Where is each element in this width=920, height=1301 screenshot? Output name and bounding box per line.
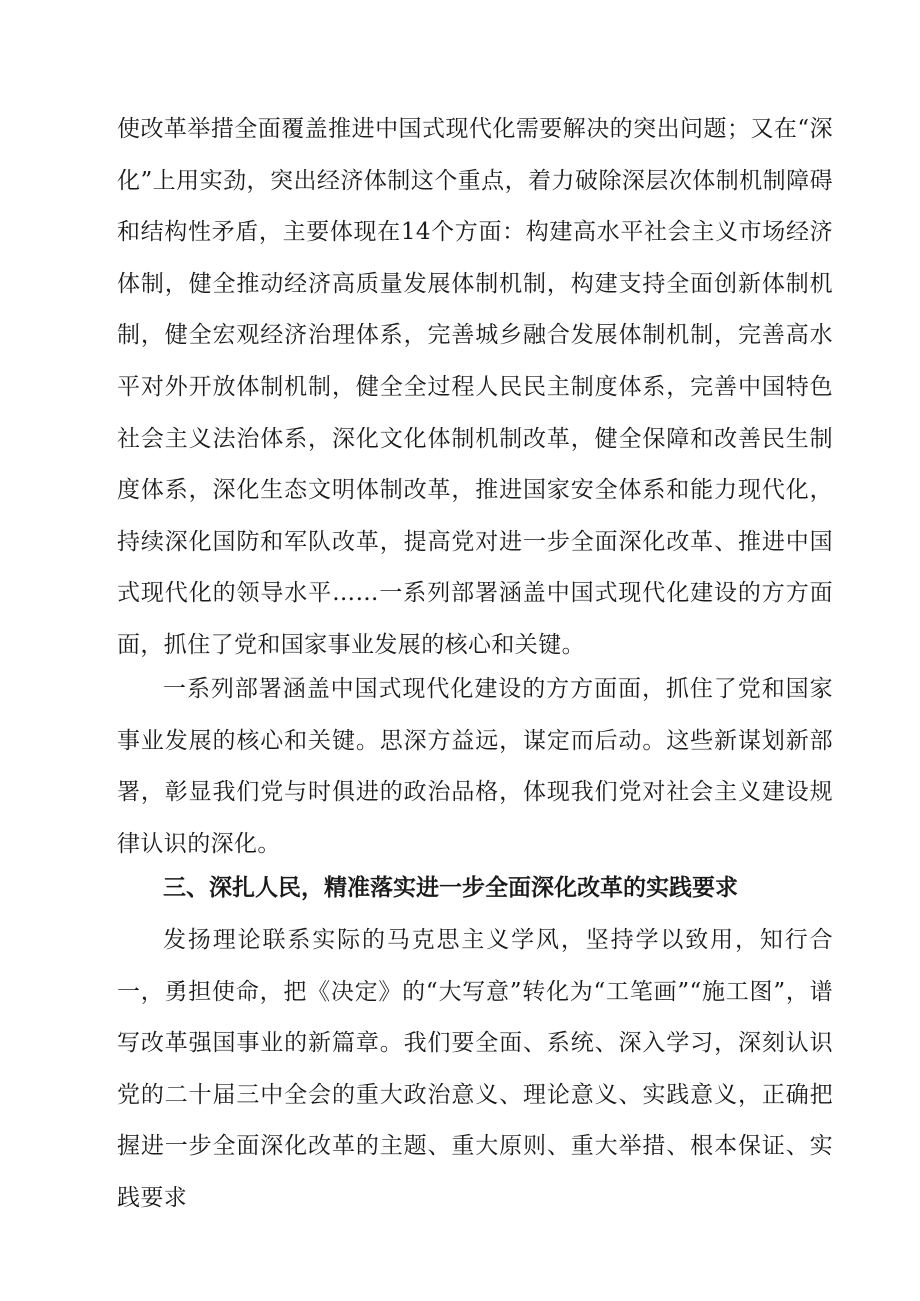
- body-paragraph-1: 使改革举措全面覆盖推进中国式现代化需要解决的突出问题；又在“深化”上用实劲，突出经济体制这个重点，着力破除深层次体制机制障碍和结构性矛盾，主要体现在14个方面：构建高水平社会主义市场经济体制，健全推动经济高质量发展体制机制，构建支持全面创新体制机制，健全宏观经济治理体系，完善城乡融合发展体制机制，完善高水平对外开放体制机制，健全全过程人民民主制度体系，完善中国特色社会主义法治体系，深化文化体制机制改革，健全保障和改善民生制度体系，深化生态文明体制改革，推进国家安全体系和能力现代化，持续深化国防和军队改革，提高党对进一步全面深化改革、推进中国式现代化的领导水平……一系列部署涵盖中国式现代化建设的方方面面，抓住了党和国家事业发展的核心和关键。: [117, 116, 833, 658]
- body-paragraph-2: 一系列部署涵盖中国式现代化建设的方方面面，抓住了党和国家事业发展的核心和关键。思深方益远，谋定而后动。这些新谋划新部署，彰显我们党与时俱进的政治品格，体现我们党对社会主义建设规律认识的深化。: [117, 676, 833, 857]
- section-heading: 三、深扎人民，精准落实进一步全面深化改革的实践要求: [163, 875, 738, 901]
- body-paragraph-3: 发扬理论联系实际的马克思主义学风，坚持学以致用，知行合一，勇担使命，把《决定》的“大写意”转化为“工笔画”“施工图”，谱写改革强国事业的新篇章。我们要全面、系统、深入学习，深刻认识党的二十届三中全会的重大政治意义、理论意义、实践意义，正确把握进一步全面深化改革的主题、重大原则、重大举措、根本保证、实践要求: [117, 927, 833, 1211]
